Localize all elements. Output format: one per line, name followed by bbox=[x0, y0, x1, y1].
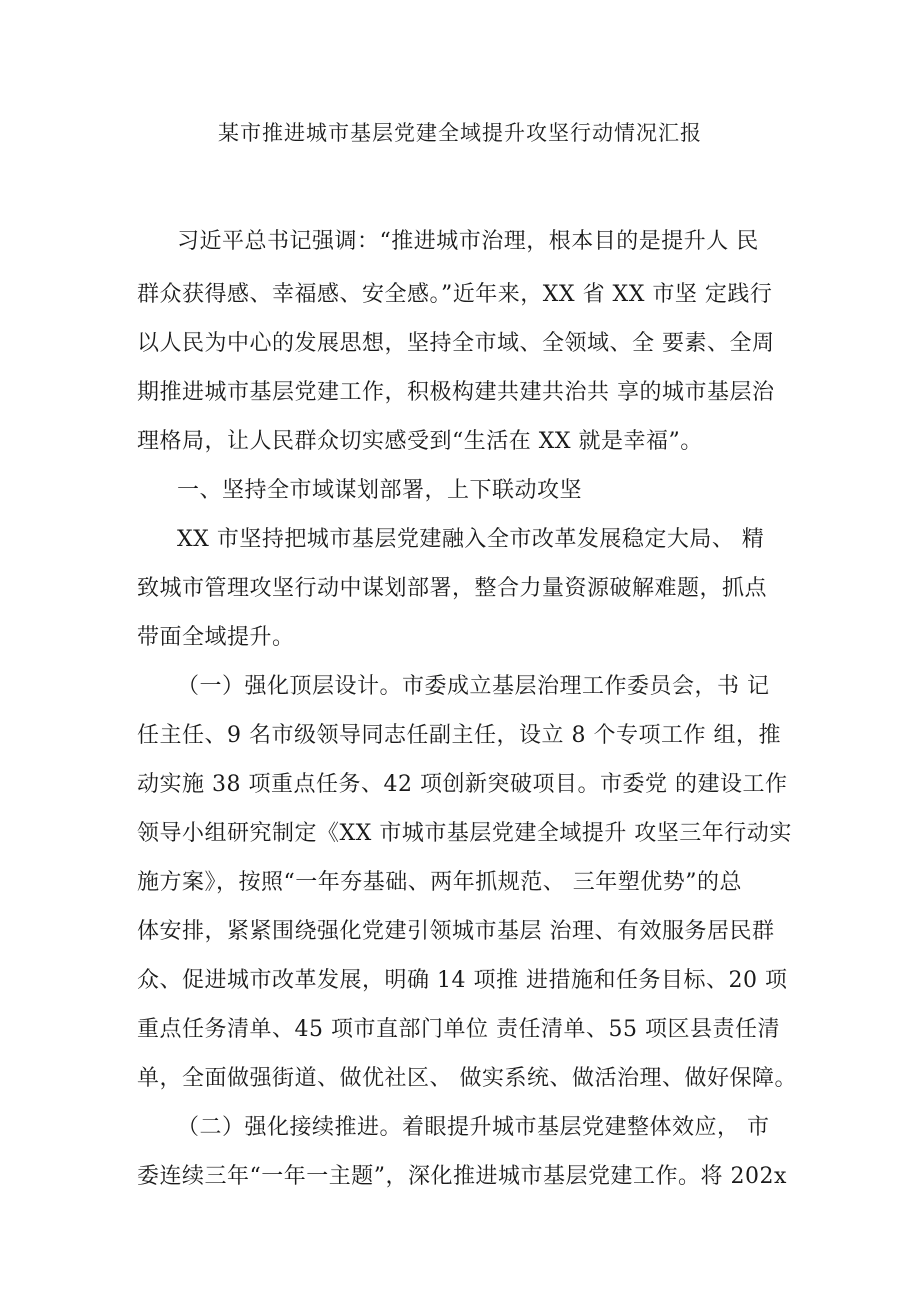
document-title: 某市推进城市基层党建全域提升攻坚行动情况汇报 bbox=[218, 121, 702, 145]
paragraph-line: （二）强化接续推进。着眼提升城市基层党建整体效应， 市 bbox=[177, 1115, 770, 1140]
paragraph-line: 体安排，紧紧围绕强化党建引领城市基层 治理、有效服务居民群 bbox=[137, 919, 775, 944]
paragraph-line: 致城市管理攻坚行动中谋划部署，整合力量资源破解难题，抓点 bbox=[137, 576, 768, 601]
paragraph-line: 习近平总书记强调：“推进城市治理，根本目的是提升人 民 bbox=[177, 229, 759, 254]
paragraph-line: （一）强化顶层设计。市委成立基层治理工作委员会，书 记 bbox=[177, 674, 770, 699]
paragraph-line: 理格局，让人民群众切实感受到“生活在 XX 就是幸福”。 bbox=[137, 429, 703, 454]
paragraph-line: 单，全面做强街道、做优社区、 做实系统、做活治理、做好保障。 bbox=[137, 1066, 797, 1091]
paragraph-line: XX 市坚持把城市基层党建融入全市改革发展稳定大局、 精 bbox=[177, 527, 765, 552]
paragraph-line: 众、促进城市改革发展，明确 14 项推 进措施和任务目标、20 项 bbox=[137, 968, 788, 993]
paragraph-line: 施方案》，按照“一年夯基础、两年抓规范、 三年塑优势”的总 bbox=[137, 870, 742, 895]
paragraph-line: 重点任务清单、45 项市直部门单位 责任清单、55 项区县责任清 bbox=[137, 1017, 780, 1042]
paragraph-line: 任主任、9 名市级领导同志任副主任，设立 8 个专项工作 组，推 bbox=[137, 723, 781, 748]
section-heading-text: 一、坚持全市域谋划部署，上下联动攻坚 bbox=[177, 478, 583, 503]
paragraph-line: 委连续三年“一年一主题”，深化推进城市基层党建工作。将 202x bbox=[137, 1164, 787, 1189]
paragraph-line: 以人民为中心的发展思想，坚持全市域、全领域、全 要素、全周 bbox=[137, 331, 775, 356]
paragraph-line: 动实施 38 项重点任务、42 项创新突破项目。市委党 的建设工作 bbox=[137, 772, 788, 797]
paragraph-line: 领导小组研究制定《XX 市城市基层党建全域提升 攻坚三年行动实 bbox=[137, 821, 792, 846]
paragraph-line: 带面全域提升。 bbox=[137, 625, 295, 650]
paragraph-line: 群众获得感、幸福感、安全感。”近年来，XX 省 XX 市坚 定践行 bbox=[137, 282, 773, 307]
paragraph-line: 期推进城市基层党建工作，积极构建共建共治共 享的城市基层治 bbox=[137, 380, 775, 405]
